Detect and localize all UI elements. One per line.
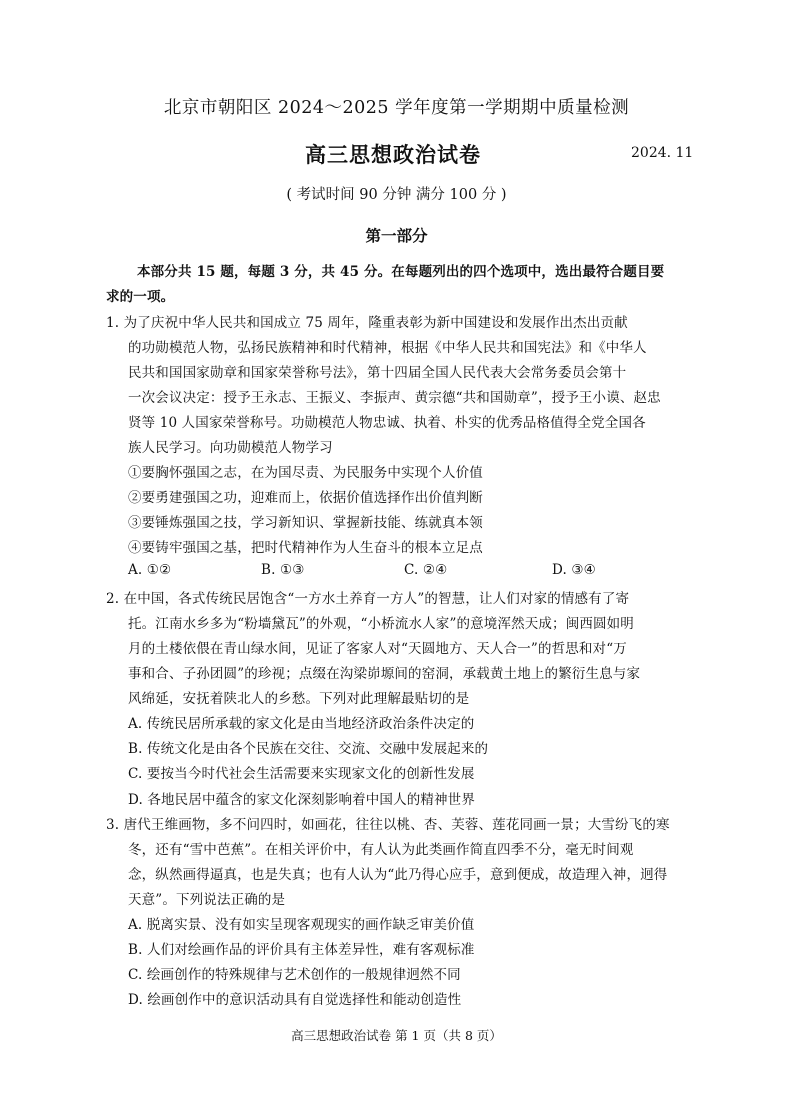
question-stem-line: 民共和国国家勋章和国家荣誉称号法》，第十四届全国人民代表大会常务委员会第十	[128, 365, 627, 381]
statement-2: ②要勇建强国之功，迎难而上，依据价值选择作出价值判断	[128, 490, 483, 506]
question-stem-line: 冬，还有“雪中芭蕉”。在相关评价中，有人认为此类画作简直四季不分，毫无时间观	[128, 842, 634, 858]
option-a: A. 脱离实景、没有如实呈现客观现实的画作缺乏审美价值	[128, 917, 475, 933]
option-d: D. 各地民居中蕴含的家文化深刻影响着中国人的精神世界	[128, 792, 475, 808]
paper-date: 2024. 11	[631, 145, 694, 161]
option-c: C. 要按当今时代社会生活需要来实现家文化的创新性发展	[128, 766, 475, 782]
statement-3: ③要锤炼强国之技，学习新知识、掌握新技能、练就真本领	[128, 515, 483, 531]
statement-1: ①要胸怀强国之志，在为国尽责、为民服务中实现个人价值	[128, 465, 483, 481]
option-b: B. ①③	[261, 562, 305, 578]
paper-title: 高三思想政治试卷	[305, 142, 481, 167]
page-footer: 高三思想政治试卷 第 1 页（共 8 页）	[291, 1028, 502, 1043]
option-c: C. ②④	[404, 562, 448, 578]
question-stem-line: 贤等 10 人国家荣誉称号。功勋模范人物忠诚、执着、朴实的优秀品格值得全党全国各	[128, 415, 646, 431]
option-d: D. 绘画创作中的意识活动具有自觉选择性和能动创造性	[128, 992, 462, 1008]
option-c: C. 绘画创作的特殊规律与艺术创作的一般规律迥然不同	[128, 967, 461, 983]
option-a: A. 传统民居所承载的家文化是由当地经济政治条件决定的	[128, 716, 475, 732]
statement-4: ④要铸牢强国之基，把时代精神作为人生奋斗的根本立足点	[128, 540, 483, 556]
question-stem-line: 2. 在中国，各式传统民居饱含“一方水土养育一方人”的智慧，让人们对家的情感有了寄	[106, 591, 630, 607]
question-stem-line: 天意”。下列说法正确的是	[128, 892, 286, 908]
question-stem-line: 3. 唐代王维画物，多不问四时，如画花，往往以桃、杏、芙蓉、莲花同画一景；大雪纷飞的寒	[106, 817, 670, 833]
instructions-line: 求的一项。	[106, 289, 175, 305]
question-stem-line: 一次会议决定：授予王永志、王振义、李振声、黄宗德“共和国勋章”，授予王小谟、赵忠	[128, 390, 661, 406]
exam-name: 北京市朝阳区 2024～2025 学年度第一学期期中质量检测	[163, 98, 630, 118]
question-stem-line: 月的土楼依偎在青山绿水间，见证了客家人对“天圆地方、天人合一”的哲思和对“万	[128, 641, 627, 657]
question-stem-line: 念，纵然画得逼真，也是失真；也有人认为“此乃得心应手，意到便成，故造理入神，迥得	[128, 867, 668, 883]
instructions-line: 本部分共 15 题，每题 3 分，共 45 分。在每题列出的四个选项中，选出最符合题目要	[137, 264, 665, 280]
option-a: A. ①②	[128, 562, 172, 578]
option-b: B. 人们对绘画作品的评价具有主体差异性，难有客观标准	[128, 942, 475, 958]
question-stem-line: 族人民学习。向功勋模范人物学习	[128, 440, 333, 456]
question-stem-line: 1. 为了庆祝中华人民共和国成立 75 周年，隆重表彰为新中国建设和发展作出杰出贡献	[106, 315, 628, 331]
option-d: D. ③④	[552, 562, 596, 578]
question-stem-line: 事和合、子孙团圆”的珍视；点缀在沟梁峁塬间的窑洞，承载黄土地上的繁衍生息与家	[128, 666, 641, 682]
question-stem-line: 托。江南水乡多为“粉墙黛瓦”的外观，“小桥流水人家”的意境浑然天成；闽西圆如明	[128, 616, 634, 632]
option-b: B. 传统文化是由各个民族在交往、交流、交融中发展起来的	[128, 741, 489, 757]
question-stem-line: 风绵延，安抚着陕北人的乡愁。下列对此理解最贴切的是	[128, 691, 470, 707]
question-stem-line: 的功勋模范人物，弘扬民族精神和时代精神，根据《中华人民共和国宪法》和《中华人	[128, 340, 647, 356]
part-heading: 第一部分	[365, 226, 428, 245]
exam-time-info: ( 考试时间 90 分钟 满分 100 分 )	[286, 187, 507, 203]
